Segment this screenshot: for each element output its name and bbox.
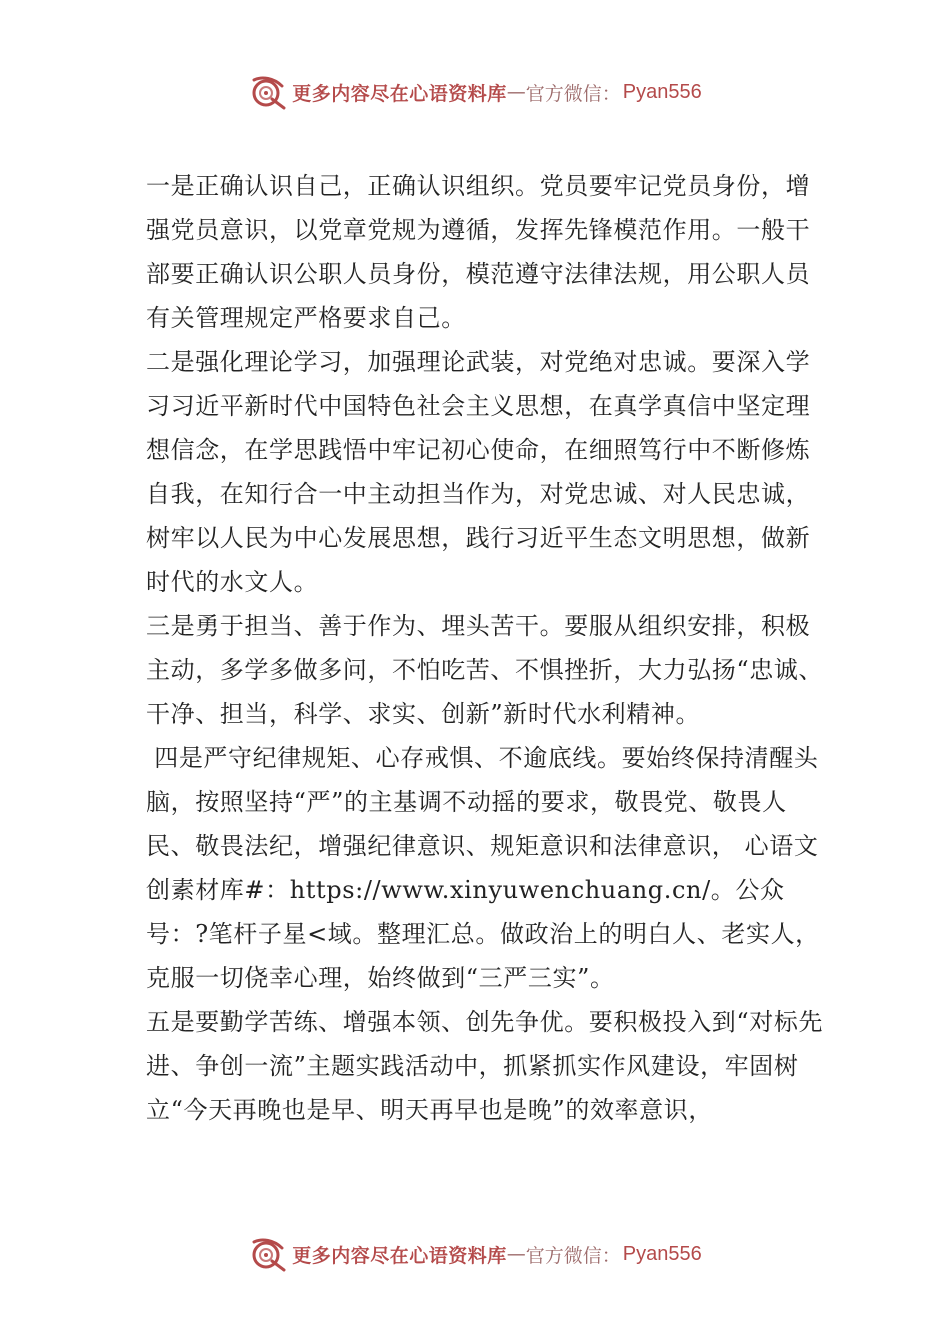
footer-wechat-id: Pyan556 xyxy=(622,1242,702,1265)
footer-banner xyxy=(0,1232,950,1276)
header-banner xyxy=(0,70,950,114)
paragraph-5: 五是要勤学苦练、增强本领、创先争优。要积极投入到“对标先进、争创一流”主题实践活动中，抓紧抓实作风建设，牢固树立“今天再晚也是早、明天再早也是晚”的效率意识， xyxy=(146,1008,824,1124)
footer-banner-separator: — xyxy=(506,1243,526,1265)
footer-banner-text: 更多内容尽在心语资料库 xyxy=(292,1244,507,1267)
header-banner-inner xyxy=(248,72,702,112)
header-wechat-label: 官方微信： xyxy=(525,82,621,105)
header-banner-separator: — xyxy=(506,81,526,103)
header-wechat-id: Pyan556 xyxy=(622,80,702,103)
paragraph-4: 四是严守纪律规矩、心存戒惧、不逾底线。要始终保持清醒头脑，按照坚持“严”的主基调不动摇的要求，敬畏党、敬畏人民、敬畏法纪，增强纪律意识、规矩意识和法律意识， 心语文创素材库#：https://www.xinyuwenchuang.cn/。公众号：?笔杆子星<域。整理汇总。做政治上的明白人、老实人，克服一切侥幸心理，始终做到“三严三实”。 xyxy=(146,744,820,992)
footer-wechat-label: 官方微信： xyxy=(525,1244,621,1267)
paragraph-2: 二是强化理论学习，加强理论武装，对党绝对忠诚。要深入学习习近平新时代中国特色社会主义思想，在真学真信中坚定理想信念，在学思践悟中牢记初心使命，在细照笃行中不断修炼自我，在知行合一中主动担当作为，对党忠诚、对人民忠诚，树牢以人民为中心发展思想，践行习近平生态文明思想，做新时代的水文人。 xyxy=(146,348,811,596)
paragraph-3: 三是勇于担当、善于作为、埋头苦干。要服从组织安排，积极主动，多学多做多问，不怕吃苦、不惧挫折，大力弘扬“忠诚、干净、担当，科学、求实、创新”新时代水利精神。 xyxy=(146,612,824,728)
footer-banner-inner xyxy=(248,1234,702,1274)
document-body xyxy=(146,164,826,1132)
brand-logo-icon xyxy=(248,72,288,112)
paragraph-1: 一是正确认识自己，正确认识组织。党员要牢记党员身份，增强党员意识，以党章党规为遵循，发挥先锋模范作用。一般干部要正确认识公职人员身份，模范遵守法律法规，用公职人员有关管理规定严格要求自己。 xyxy=(146,172,811,332)
header-banner-text: 更多内容尽在心语资料库 xyxy=(292,82,507,105)
brand-logo-icon xyxy=(248,1234,288,1274)
